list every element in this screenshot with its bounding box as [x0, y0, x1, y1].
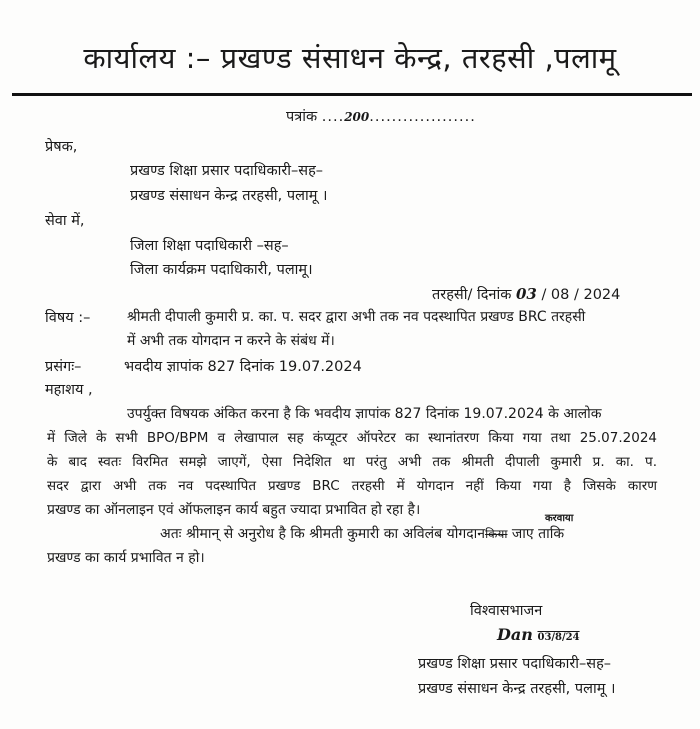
- body-line: सदर द्वारा अभी तक नव पदस्थापित प्रखण्ड BRC तरहसी में योगदान नहीं किया गया है जिसके कारण: [47, 478, 657, 494]
- request-text-end: जाए ताकि: [511, 526, 565, 542]
- date-prefix: तरहसी/ दिनांक: [432, 287, 512, 303]
- letter-number: [286, 106, 476, 126]
- signature-date: 03/8/24: [537, 632, 580, 643]
- recipient-line: जिला कार्यक्रम पदाधिकारी, पलामू।: [130, 262, 313, 278]
- sender-line: प्रखण्ड संसाधन केन्द्र तरहसी, पलामू ।: [130, 188, 328, 204]
- subject-line: में अभी तक योगदान न करने के संबंध में।: [127, 333, 335, 349]
- subject-line: श्रीमती दीपाली कुमारी प्र. का. प. सदर द्वारा अभी तक नव पदस्थापित प्रखण्ड BRC तरहसी: [127, 309, 586, 325]
- dots: ...................: [369, 109, 476, 125]
- reference-text: भवदीय ज्ञापांक 827 दिनांक 19.07.2024: [124, 359, 362, 375]
- closing: विश्वासभाजन: [470, 603, 543, 619]
- recipient-line: जिला शिक्षा पदाधिकारी –सह–: [130, 238, 289, 254]
- date-line: [432, 284, 620, 304]
- request-line: [160, 524, 564, 543]
- handwritten-insert: करवाया: [545, 513, 574, 524]
- body-line: प्रखण्ड का कार्य प्रभावित न हो।: [47, 550, 205, 566]
- request-text: अतः श्रीमान् से अनुरोध है कि श्रीमती कुमारी का अविलंब योगदान: [160, 526, 486, 542]
- letter-number-value: 200: [344, 110, 370, 124]
- body-line: में जिले के सभी BPO/BPM व लेखापाल सह कंप्यूटर ऑपरेटर का स्थानांतरण किया गया तथा 25.07.2024: [47, 430, 657, 446]
- signatory-line: प्रखण्ड शिक्षा प्रसार पदाधिकारी–सह–: [418, 656, 612, 672]
- sender-label: प्रेषक,: [45, 139, 78, 155]
- signature-initials: Dan: [497, 625, 533, 644]
- reference-label: प्रसंगः–: [45, 359, 82, 375]
- date-rest: / 08 / 2024: [541, 287, 621, 303]
- body-line: के बाद स्वतः विरमित समझे जाएगें, ऐसा निदेशित था परंतु अभी तक श्रीमती दीपाली कुमारी प्र. का. प.: [47, 454, 657, 470]
- date-day: 03: [515, 285, 537, 303]
- signatory-line: प्रखण्ड संसाधन केन्द्र तरहसी, पलामू ।: [418, 681, 616, 697]
- signature: [497, 625, 580, 644]
- sender-line: प्रखण्ड शिक्षा प्रसार पदाधिकारी–सह–: [130, 163, 324, 179]
- salutation: महाशय ,: [45, 382, 93, 398]
- office-title: कार्यालय :– प्रखण्ड संसाधन केन्द्र, तरहसी ,पलामू: [83, 41, 617, 75]
- header-divider: [12, 93, 692, 96]
- struck-word: किया: [485, 527, 508, 541]
- body-line: उपर्युक्त विषयक अंकित करना है कि भवदीय ज्ञापांक 827 दिनांक 19.07.2024 के आलोक: [127, 406, 602, 422]
- recipient-label: सेवा में,: [45, 213, 85, 229]
- letter-number-label: पत्रांक: [286, 109, 318, 125]
- subject-label: विषय :–: [45, 310, 91, 326]
- body-line: प्रखण्ड का ऑनलाइन एवं ऑफलाइन कार्य बहुत ज्यादा प्रभावित हो रहा है।: [47, 502, 421, 518]
- dots: ....: [321, 109, 345, 125]
